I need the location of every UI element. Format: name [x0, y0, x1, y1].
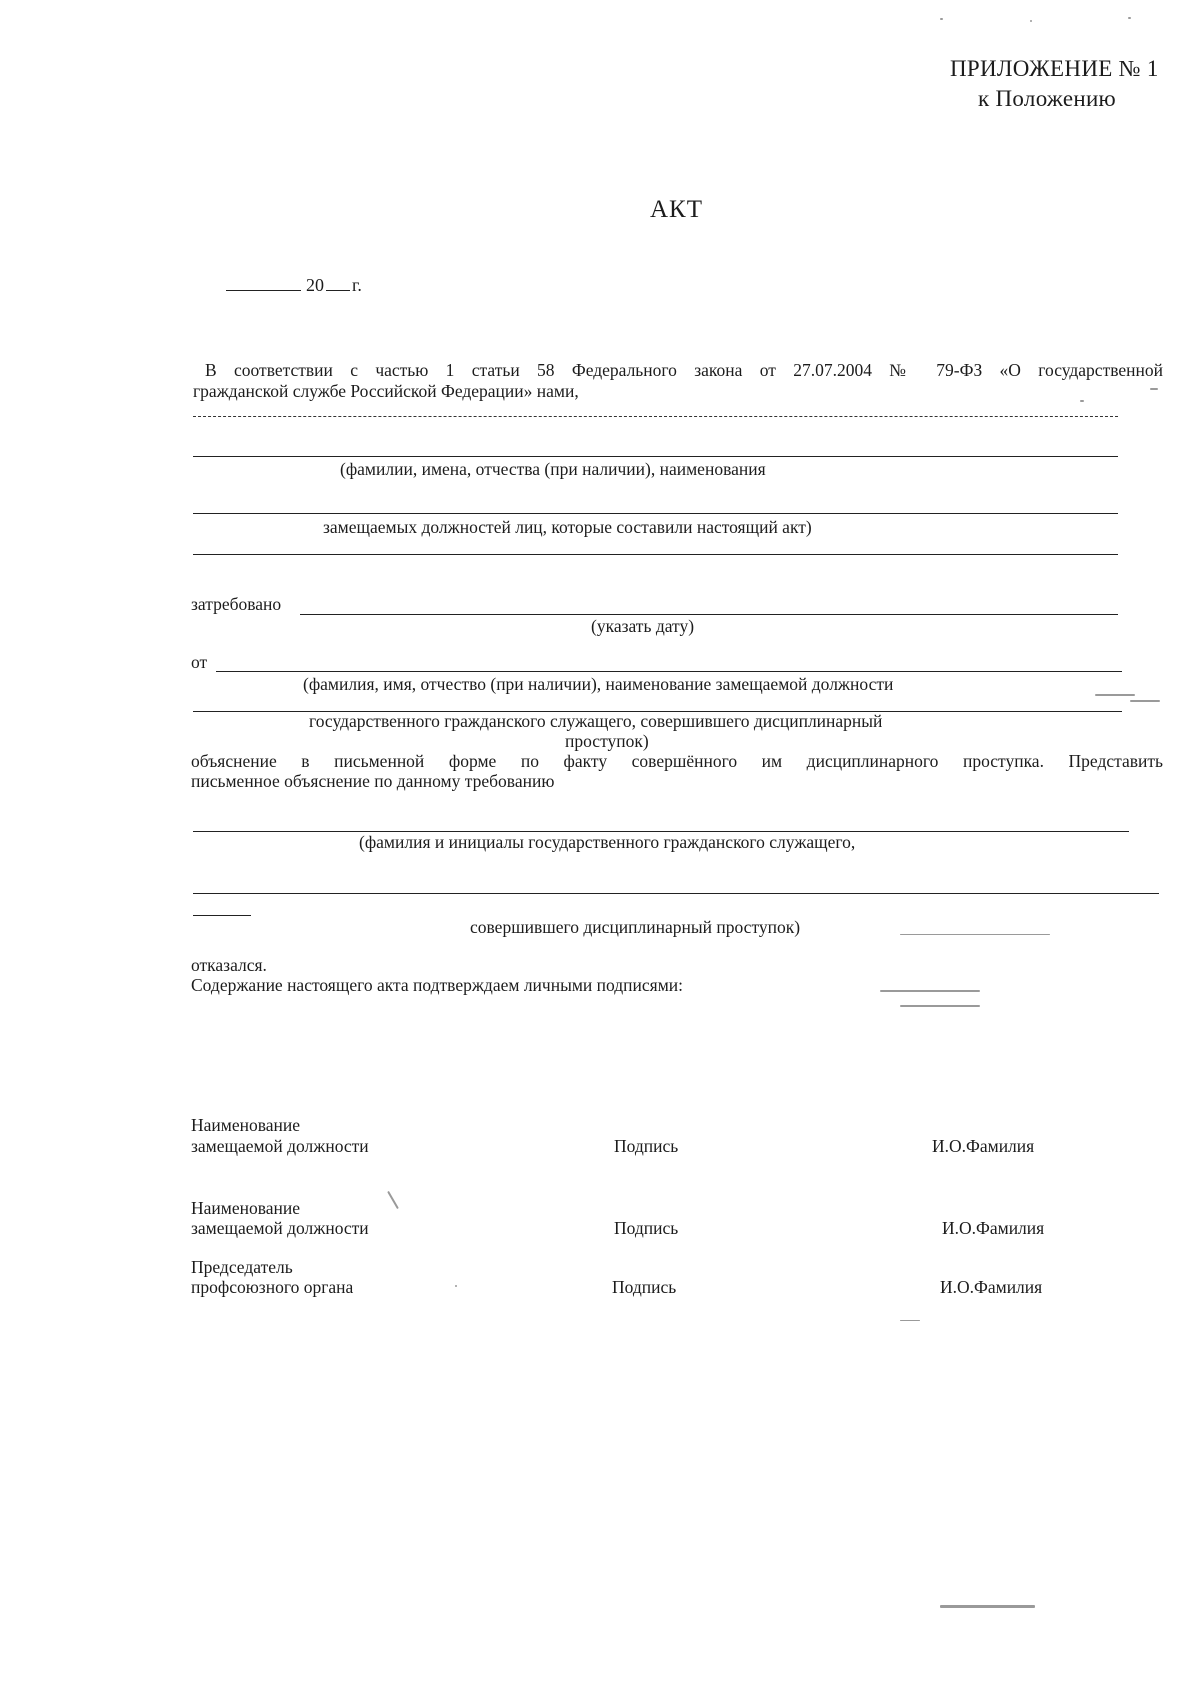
specify-date-hint: (указать дату)	[591, 616, 695, 636]
explanation-line-1: объяснение в письменной форме по факту совершённого им дисциплинарного проступка. Представить	[191, 751, 1163, 771]
initials-short-line	[193, 915, 251, 916]
signature-1-signature: Подпись	[614, 1136, 679, 1156]
signature-2-name: И.О.Фамилия	[942, 1218, 1045, 1238]
intro-line-2: гражданской службе Российской Федерации» нами,	[193, 381, 579, 401]
signature-3-signature: Подпись	[612, 1277, 677, 1297]
appendix-label: ПРИЛОЖЕНИЕ № 1	[950, 56, 1159, 81]
signature-1-role-line-2: замещаемой должности	[191, 1136, 369, 1156]
composers-fill-line-2	[193, 456, 1118, 457]
composers-fill-line-4	[193, 554, 1118, 555]
employee-names-hint: (фамилия, имя, отчество (при наличии), наименование замещаемой должности	[303, 674, 894, 694]
employee-initials-hint-2: совершившего дисциплинарный проступок)	[470, 917, 801, 937]
document-title: АКТ	[650, 196, 703, 223]
intro-line-1: В соответствии с частью 1 статьи 58 Федерального закона от 27.07.2004 № 79-ФЗ «О государственной	[205, 360, 1163, 380]
composers-fill-line-3	[193, 513, 1118, 514]
date-year-blank	[326, 290, 350, 291]
from-label: от	[191, 652, 208, 672]
employee-position-hint-1: государственного гражданского служащего, совершившего дисциплинарный	[309, 711, 883, 731]
date-year-suffix: г.	[352, 275, 362, 295]
signature-2-role-line-2: замещаемой должности	[191, 1218, 369, 1238]
date-year-prefix: 20	[306, 275, 324, 295]
signature-1-role-line-1: Наименование	[191, 1115, 301, 1135]
requested-label: затребовано	[191, 594, 282, 614]
signature-3-name: И.О.Фамилия	[940, 1277, 1043, 1297]
signature-2-role-line-1: Наименование	[191, 1198, 301, 1218]
signature-3-role-line-2: профсоюзного органа	[191, 1277, 354, 1297]
regulation-label: к Положению	[978, 86, 1117, 111]
composers-names-hint: (фамилии, имена, отчества (при наличии), наименования	[340, 459, 766, 479]
signature-3-role-line-1: Председатель	[191, 1257, 293, 1277]
signature-2-signature: Подпись	[614, 1218, 679, 1238]
initials-fill-line-2	[193, 893, 1159, 894]
requested-date-line	[300, 614, 1118, 615]
composers-fill-line-1	[193, 416, 1118, 417]
employee-fill-line-1	[216, 671, 1122, 672]
date-day-month-blank	[226, 290, 301, 291]
explanation-line-2: письменное объяснение по данному требованию	[191, 771, 555, 791]
employee-position-hint-2: проступок)	[565, 731, 649, 751]
confirm-text: Содержание настоящего акта подтверждаем личными подписями:	[191, 975, 684, 995]
refused-text: отказался.	[191, 955, 267, 975]
employee-initials-hint: (фамилия и инициалы государственного гражданского служащего,	[359, 832, 856, 852]
composers-positions-hint: замещаемых должностей лиц, которые составили настоящий акт)	[323, 517, 812, 537]
signature-1-name: И.О.Фамилия	[932, 1136, 1035, 1156]
